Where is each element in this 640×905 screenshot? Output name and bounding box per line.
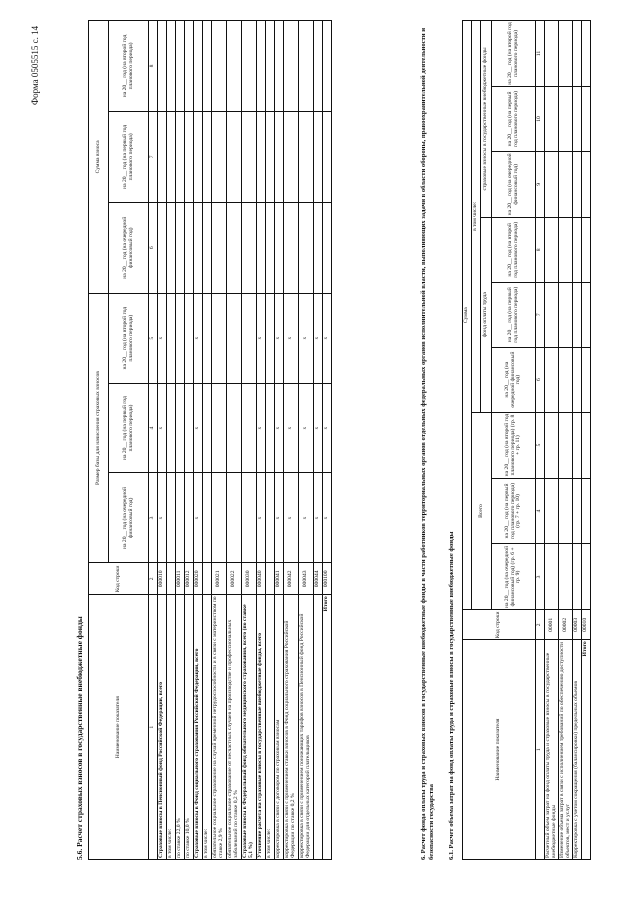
- row-code: 000010: [158, 563, 167, 595]
- value-cell: [167, 202, 176, 293]
- value-cell: [185, 383, 194, 473]
- value-cell: [194, 111, 203, 202]
- value-cell: [582, 544, 591, 610]
- col-num: 3: [536, 544, 545, 610]
- row-name: Страховые взносы в Пенсионный фонд Российской Федерации, всего: [158, 595, 167, 860]
- value-cell: [559, 87, 573, 152]
- value-cell: [582, 87, 591, 152]
- col-name-header: Наименование показателя: [89, 595, 149, 860]
- value-cell: [559, 544, 573, 610]
- value-cell: [582, 478, 591, 544]
- col-total-y2: на 20__ год (на первый год планового периода) (гр. 7 + гр. 10): [492, 478, 536, 544]
- section-6-title: 6. Расчет фонда оплаты труда и страховых взносов в государственные внебюджетные фонды в части работников территориальных органов отдельных федеральных органов исполнительной власти, выполняющих задачи в области обороны, правоохранительной деятельности и безопасности государства: [420, 27, 436, 860]
- table-row: [176, 21, 185, 860]
- value-cell: [257, 202, 266, 293]
- col-num: 6: [149, 202, 158, 293]
- value-cell: [176, 202, 185, 293]
- value-cell: [242, 293, 257, 383]
- value-cell: [559, 478, 573, 544]
- value-cell: [242, 383, 257, 473]
- row-name: корректировка в связи с применением понижающих тарифов взносов в Пенсионный фонд Российской Федерации для отдельных категорий плательщиков: [299, 595, 314, 860]
- mark-cell: х: [275, 383, 284, 473]
- row-name: в том числе:: [167, 595, 176, 860]
- value-cell: [257, 111, 266, 202]
- value-cell: [242, 202, 257, 293]
- col-incl-header: в том числе:: [472, 21, 481, 413]
- col-ins-y1: на 20__ год (на очередной финансовый год): [492, 151, 536, 217]
- col-sum-header: Сумма взноса: [89, 21, 109, 294]
- value-cell: [573, 412, 582, 478]
- table-row: [212, 21, 227, 860]
- value-cell: [227, 21, 242, 112]
- value-cell: [314, 21, 323, 112]
- value-cell: [545, 151, 559, 217]
- col-code-header: Код строки: [89, 563, 149, 595]
- value-cell: [203, 473, 212, 563]
- value-cell: [212, 293, 227, 383]
- table-row: [559, 21, 573, 860]
- col-num: 1: [536, 640, 545, 860]
- value-cell: [203, 111, 212, 202]
- value-cell: [212, 473, 227, 563]
- row-code: 000030: [242, 563, 257, 595]
- value-cell: [185, 473, 194, 563]
- row-code: [167, 563, 176, 595]
- value-cell: [185, 21, 194, 112]
- value-cell: [559, 347, 573, 412]
- value-cell: [257, 21, 266, 112]
- col-num: 5: [149, 293, 158, 383]
- value-cell: [545, 282, 559, 347]
- value-cell: [299, 111, 314, 202]
- value-cell: [275, 21, 284, 112]
- row-name: обязательное социальное страхование на случай временной нетрудоспособности и в связи с материнством по ставке 2,9 %: [212, 595, 227, 860]
- col-num: 4: [149, 383, 158, 473]
- mark-cell: х: [299, 383, 314, 473]
- value-cell: [194, 21, 203, 112]
- value-cell: [266, 21, 275, 112]
- insurance-contributions-table: [88, 20, 332, 860]
- value-cell: [266, 293, 275, 383]
- value-cell: [582, 347, 591, 412]
- col-fot-y2: на 20__ год (на первый год планового периода): [492, 282, 536, 347]
- value-cell: [545, 544, 559, 610]
- value-cell: [582, 21, 591, 87]
- mark-cell: х: [314, 473, 323, 563]
- mark-cell: х: [158, 383, 167, 473]
- value-cell: [266, 473, 275, 563]
- value-cell: [299, 202, 314, 293]
- value-cell: [167, 21, 176, 112]
- value-cell: [167, 473, 176, 563]
- value-cell: [176, 111, 185, 202]
- col-fot-y3: на 20__ год (на второй год планового периода): [492, 217, 536, 282]
- row-name: Изменение объема затрат в связи с исполнением требований по обеспечению доступности объектов, мест и услуг: [559, 640, 573, 860]
- table-row: [242, 21, 257, 860]
- row-name: Корректировка с учетом сокращения (балансировки) предельных объемов: [573, 640, 582, 860]
- col-num: 7: [149, 111, 158, 202]
- value-cell: [582, 282, 591, 347]
- value-cell: [284, 111, 299, 202]
- total-code: 000100: [323, 563, 332, 595]
- total-label: Итого: [323, 595, 332, 860]
- value-cell: [559, 282, 573, 347]
- col-base-header: Размер базы для начисления страховых взносов: [89, 293, 109, 563]
- row-code: 00002: [559, 610, 573, 640]
- table-row: [266, 21, 275, 860]
- row-name: Страховые взносы в Фонд социального страхования Российской Федерации, всего: [194, 595, 203, 860]
- value-cell: [167, 293, 176, 383]
- value-cell: [167, 111, 176, 202]
- value-cell: [573, 544, 582, 610]
- col-name-header: Наименование показателя: [463, 640, 536, 860]
- row-name: в том числе:: [266, 595, 275, 860]
- col-total-y3: на 20__ год (на второй год планового периода) (гр. 8 + гр. 11): [492, 412, 536, 478]
- value-cell: [573, 347, 582, 412]
- col-fot-header: фонд оплаты труда: [481, 217, 492, 412]
- col-sum-y1: на 20__ год (на очередной финансовый год): [109, 202, 149, 293]
- mark-cell: х: [323, 473, 332, 563]
- col-fot-y1: на 20__ год (на очередной финансовый год): [492, 347, 536, 412]
- value-cell: [203, 383, 212, 473]
- value-cell: [185, 202, 194, 293]
- value-cell: [582, 217, 591, 282]
- value-cell: [227, 293, 242, 383]
- table-row: [284, 21, 299, 860]
- table-row: [545, 21, 559, 860]
- value-cell: [227, 383, 242, 473]
- col-num: 2: [149, 563, 158, 595]
- value-cell: [314, 111, 323, 202]
- value-cell: [545, 412, 559, 478]
- value-cell: [176, 21, 185, 112]
- mark-cell: х: [314, 293, 323, 383]
- value-cell: [299, 21, 314, 112]
- value-cell: [185, 111, 194, 202]
- row-code: [266, 563, 275, 595]
- value-cell: [176, 293, 185, 383]
- table-row: [257, 21, 266, 860]
- wage-fund-table: [462, 20, 591, 860]
- value-cell: [242, 111, 257, 202]
- col-num: 4: [536, 478, 545, 544]
- mark-cell: х: [257, 383, 266, 473]
- mark-cell: х: [158, 473, 167, 563]
- value-cell: [242, 21, 257, 112]
- row-code: 00001: [545, 610, 559, 640]
- col-base-y3: на 20__ год (на второй год планового периода): [109, 293, 149, 383]
- col-sum-y2: на 20__ год (на первый год планового периода): [109, 111, 149, 202]
- col-num: 6: [536, 347, 545, 412]
- table-row: [227, 21, 242, 860]
- row-name: Уточнение расчета на страховые взносы в государственные внебюджетные фонды, всего: [257, 595, 266, 860]
- col-num: 11: [536, 21, 545, 87]
- col-sum-y3: на 20__ год (на второй год планового периода): [109, 21, 149, 112]
- value-cell: [545, 217, 559, 282]
- mark-cell: х: [284, 383, 299, 473]
- table-row: [299, 21, 314, 860]
- value-cell: [559, 151, 573, 217]
- value-cell: [266, 111, 275, 202]
- value-cell: [573, 478, 582, 544]
- value-cell: [323, 111, 332, 202]
- row-name: Расчетный объем затрат на фонд оплаты труда и страховые взносы в государственные внебюджетные фонды: [545, 640, 559, 860]
- value-cell: [203, 202, 212, 293]
- value-cell: [323, 202, 332, 293]
- row-code: 000022: [227, 563, 242, 595]
- mark-cell: х: [194, 383, 203, 473]
- value-cell: [242, 473, 257, 563]
- value-cell: [203, 293, 212, 383]
- col-num: 5: [536, 412, 545, 478]
- column-numbers-row: [536, 21, 545, 860]
- col-num: 10: [536, 87, 545, 152]
- total-code: 00010: [582, 610, 591, 640]
- value-cell: [227, 202, 242, 293]
- col-base-y2: на 20__ год (на первый год планового периода): [109, 383, 149, 473]
- table-row: [167, 21, 176, 860]
- row-code: 000041: [275, 563, 284, 595]
- value-cell: [212, 21, 227, 112]
- col-total-y1: на 20__ год (на очередной финансовый год) (гр. 6 + гр. 9): [492, 544, 536, 610]
- value-cell: [545, 87, 559, 152]
- table-row: [314, 21, 323, 860]
- row-name: [314, 595, 323, 860]
- value-cell: [284, 21, 299, 112]
- value-cell: [266, 383, 275, 473]
- total-row: [323, 21, 332, 860]
- section-6-1-title: 6.1. Расчет объема затрат на фонд оплаты труда и страховые взносы в государственные внебюджетные фонды: [448, 531, 455, 860]
- section-5-6-title: 5.6. Расчет страховых взносов в государственные внебюджетные фонды: [75, 616, 84, 860]
- table-row: [194, 21, 203, 860]
- row-code: 000011: [176, 563, 185, 595]
- table-row: [203, 21, 212, 860]
- col-num: 8: [536, 217, 545, 282]
- row-name: обязательное социальное страхование от несчастных случаев на производстве и профессиональных заболеваний по ставке 0,2 %: [227, 595, 242, 860]
- value-cell: [212, 383, 227, 473]
- mark-cell: х: [194, 293, 203, 383]
- row-code: 000040: [257, 563, 266, 595]
- row-code: 000012: [185, 563, 194, 595]
- mark-cell: х: [323, 383, 332, 473]
- value-cell: [185, 293, 194, 383]
- table-row: [158, 21, 167, 860]
- value-cell: [227, 111, 242, 202]
- value-cell: [573, 217, 582, 282]
- mark-cell: х: [257, 473, 266, 563]
- mark-cell: х: [284, 293, 299, 383]
- row-code: 000043: [299, 563, 314, 595]
- row-code: 000021: [212, 563, 227, 595]
- col-ins-y2: на 20__ год (на первый год планового периода): [492, 87, 536, 152]
- row-code: 000020: [194, 563, 203, 595]
- value-cell: [275, 202, 284, 293]
- value-cell: [158, 202, 167, 293]
- row-name: корректировка в связи с применением ставки взносов в Фонд социального страхования Российской Федерации по ставке 0,2 %: [284, 595, 299, 860]
- mark-cell: х: [314, 383, 323, 473]
- table-row: [275, 21, 284, 860]
- col-num: 9: [536, 151, 545, 217]
- value-cell: [158, 111, 167, 202]
- row-code: 000044: [314, 563, 323, 595]
- mark-cell: х: [299, 473, 314, 563]
- mark-cell: х: [323, 293, 332, 383]
- col-num: 7: [536, 282, 545, 347]
- value-cell: [573, 282, 582, 347]
- value-cell: [158, 21, 167, 112]
- value-cell: [176, 473, 185, 563]
- table-row: [573, 21, 582, 860]
- col-ins-header: страховые взносы в государственные внебюджетные фонды: [481, 21, 492, 218]
- row-name: корректировка в связи с договором по страховым взносам: [275, 595, 284, 860]
- col-sum-header: Сумма: [463, 21, 472, 610]
- form-number: Форма 0505515 с. 14: [30, 25, 40, 105]
- mark-cell: х: [275, 293, 284, 383]
- value-cell: [284, 202, 299, 293]
- mark-cell: х: [257, 293, 266, 383]
- row-name: в том числе:: [203, 595, 212, 860]
- value-cell: [573, 21, 582, 87]
- col-total-header: Всего: [472, 412, 492, 610]
- mark-cell: х: [158, 293, 167, 383]
- value-cell: [176, 383, 185, 473]
- col-num: 8: [149, 21, 158, 112]
- value-cell: [559, 21, 573, 87]
- value-cell: [545, 347, 559, 412]
- value-cell: [582, 151, 591, 217]
- value-cell: [573, 151, 582, 217]
- mark-cell: х: [194, 473, 203, 563]
- col-num: 2: [536, 610, 545, 640]
- total-label: Итого: [582, 640, 591, 860]
- value-cell: [212, 111, 227, 202]
- value-cell: [559, 217, 573, 282]
- col-num: 3: [149, 473, 158, 563]
- col-num: 1: [149, 595, 158, 860]
- total-row: [582, 21, 591, 860]
- value-cell: [194, 202, 203, 293]
- row-code: 00003: [573, 610, 582, 640]
- value-cell: [559, 412, 573, 478]
- value-cell: [582, 412, 591, 478]
- table-row: [185, 21, 194, 860]
- value-cell: [545, 21, 559, 87]
- value-cell: [545, 478, 559, 544]
- value-cell: [167, 383, 176, 473]
- value-cell: [573, 87, 582, 152]
- col-base-y1: на 20__ год (на очередной финансовый год): [109, 473, 149, 563]
- value-cell: [266, 202, 275, 293]
- row-name: по ставке 10,0 %: [185, 595, 194, 860]
- mark-cell: х: [284, 473, 299, 563]
- mark-cell: х: [275, 473, 284, 563]
- value-cell: [212, 202, 227, 293]
- value-cell: [203, 21, 212, 112]
- value-cell: [314, 202, 323, 293]
- value-cell: [227, 473, 242, 563]
- row-code: 000042: [284, 563, 299, 595]
- column-numbers-row: [149, 21, 158, 860]
- col-code-header: Код строки: [463, 610, 536, 640]
- row-name: Страховые взносы в Федеральный фонд обязательного медицинского страхования, всего (по ставке 5,1 %): [242, 595, 257, 860]
- mark-cell: х: [299, 293, 314, 383]
- value-cell: [323, 21, 332, 112]
- value-cell: [275, 111, 284, 202]
- row-code: [203, 563, 212, 595]
- row-name: по ставке 22,0 %: [176, 595, 185, 860]
- col-ins-y3: на 20__ год (на второй год планового периода): [492, 21, 536, 87]
